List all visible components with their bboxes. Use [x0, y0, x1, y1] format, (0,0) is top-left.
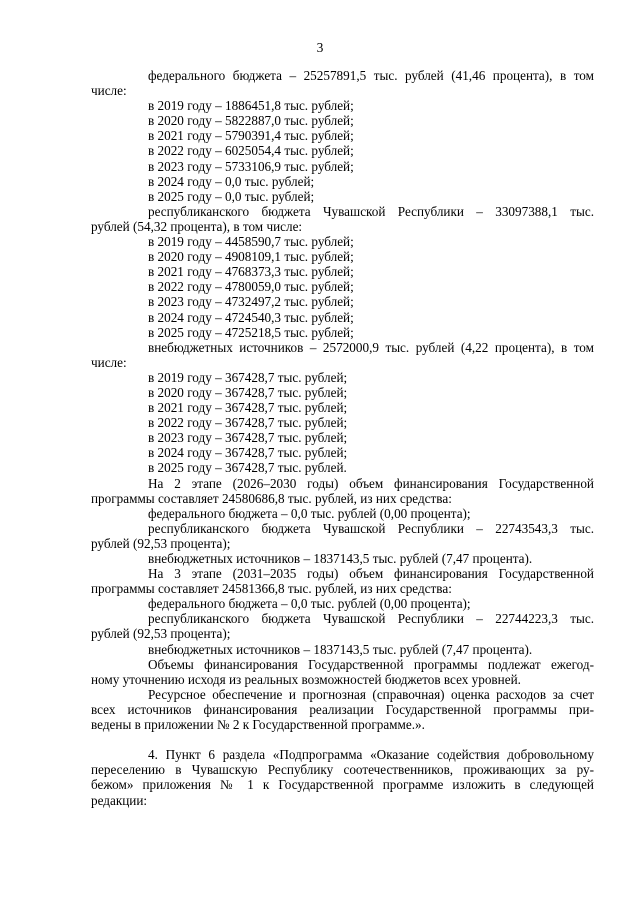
text-line: На 3 этапе (2031–2035 годы) объем финансирования Государственной [148, 566, 594, 582]
page-number: 3 [316, 40, 324, 55]
text-line: программы составляет 24581366,8 тыс. рублей, из них средства: [91, 581, 452, 597]
text-line: республиканского бюджета Чувашской Республики – 33097388,1 тыс. [148, 203, 594, 219]
text-line: Объемы финансирования Государственной программы подлежат ежегод- [148, 656, 594, 672]
text-line: в 2023 году – 367428,7 тыс. рублей; [148, 430, 348, 446]
text-line: в 2024 году – 0,0 тыс. рублей; [148, 173, 315, 189]
text-line: программы составляет 24580686,8 тыс. рублей, из них средства: [91, 490, 452, 506]
text-line: ному уточнению исходя из реальных возможностей бюджетов всех уровней. [91, 671, 521, 687]
text-line: в 2022 году – 6025054,4 тыс. рублей; [148, 143, 354, 159]
text-line: в 2024 году – 367428,7 тыс. рублей; [148, 445, 348, 461]
text-line: в 2019 году – 4458590,7 тыс. рублей; [148, 234, 354, 250]
text-line: бежом» приложения № 1 к Государственной программе изложить в следующей [91, 777, 594, 793]
text-line: федерального бюджета – 25257891,5 тыс. рублей (41,46 процента), в том [148, 68, 594, 83]
text-line: в 2021 году – 367428,7 тыс. рублей; [148, 400, 348, 416]
text-line: в 2025 году – 0,0 тыс. рублей; [148, 188, 315, 204]
text-line: республиканского бюджета Чувашской Республики – 22744223,3 тыс. [148, 611, 594, 627]
text-line: республиканского бюджета Чувашской Республики – 22743543,3 тыс. [148, 520, 594, 536]
text-line: 4. Пункт 6 раздела «Подпрограмма «Оказание содействия добровольному [148, 747, 594, 763]
text-line: Ресурсное обеспечение и прогнозная (справочная) оценка расходов за счет [148, 686, 594, 702]
text-line: рублей (54,32 процента), в том числе: [91, 218, 303, 234]
text-line: На 2 этапе (2026–2030 годы) объем финансирования Государственной [148, 475, 594, 491]
text-line: в 2023 году – 5733106,9 тыс. рублей; [148, 158, 354, 174]
text-line: в 2019 году – 1886451,8 тыс. рублей; [148, 98, 354, 114]
text-line: в 2025 году – 367428,7 тыс. рублей. [148, 460, 347, 476]
text-line: в 2022 году – 4780059,0 тыс. рублей; [148, 279, 354, 295]
text-line: рублей (92,53 процента); [91, 626, 231, 642]
text-line: переселению в Чувашскую Республику соотечественников, проживающих за ру- [91, 762, 594, 778]
text-line: в 2019 году – 367428,7 тыс. рублей; [148, 369, 348, 385]
text-line: федерального бюджета – 0,0 тыс. рублей (0,00 процента); [148, 505, 471, 521]
text-line: федерального бюджета – 0,0 тыс. рублей (0,00 процента); [148, 596, 471, 612]
text-line: в 2021 году – 4768373,3 тыс. рублей; [148, 264, 354, 280]
text-line: в 2021 году – 5790391,4 тыс. рублей; [148, 128, 354, 144]
text-line: ведены в приложении № 2 к Государственной программе.». [91, 717, 425, 733]
text-line: внебюджетных источников – 1837143,5 тыс. рублей (7,47 процента). [148, 551, 533, 566]
paragraph-spacer [91, 732, 594, 747]
text-line: в 2020 году – 367428,7 тыс. рублей; [148, 384, 348, 400]
text-line: в 2024 году – 4724540,3 тыс. рублей; [148, 309, 354, 325]
text-line: внебюджетных источников – 1837143,5 тыс. рублей (7,47 процента). [148, 641, 533, 657]
text-line: в 2020 году – 5822887,0 тыс. рублей; [148, 113, 354, 129]
text-line: числе: [91, 354, 127, 370]
text-line: в 2020 году – 4908109,1 тыс. рублей; [148, 249, 354, 265]
text-line: в 2022 году – 367428,7 тыс. рублей; [148, 415, 348, 431]
document-body [91, 68, 594, 808]
text-line: в 2023 году – 4732497,2 тыс. рублей; [148, 294, 354, 310]
text-line: рублей (92,53 процента); [91, 535, 231, 551]
text-line: в 2025 году – 4725218,5 тыс. рублей; [148, 324, 354, 340]
text-line: редакции: [91, 792, 148, 808]
text-line: внебюджетных источников – 2572000,9 тыс. рублей (4,22 процента), в том [148, 339, 594, 355]
text-line: всех источников финансирования реализации Государственной программы при- [91, 701, 594, 717]
text-line: числе: [91, 83, 127, 99]
